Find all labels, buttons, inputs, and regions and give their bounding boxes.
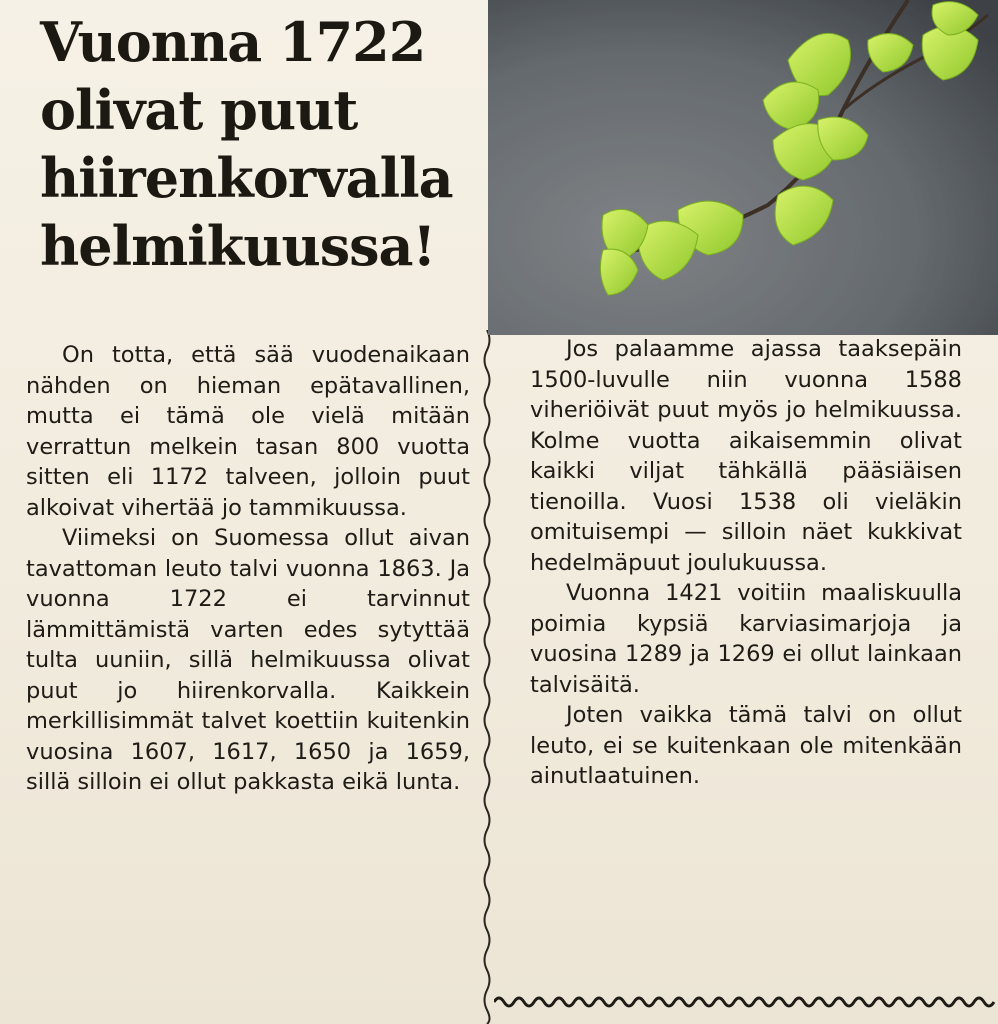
bottom-wavy-border [494, 992, 998, 1012]
headline-line-3: hiirenkorvalla [40, 146, 453, 210]
left-paragraph-1-text: On totta, että sää vuodenaikaan nähden on hieman epätavallinen, mutta ei tämä ole vielä mitään verrattun melkein tasan 800 vuotta sitten eli 1172 talveen, jolloin puut alkoivat vihertää jo tammikuussa. [26, 342, 470, 521]
headline-line-1: Vuonna 1722 [40, 10, 426, 74]
left-paragraph-2-text: Viimeksi on Suomessa ollut aivan tavattoman leuto talvi vuonna 1863. Ja vuonna 1722 ei tarvinnut lämmittämistä varten edes sytyttää tulta uuniin, sillä helmikuussa olivat puut jo hiirenkorvalla. Kaikkein merkillisimmät talvet koettiin kuitenkin vuosina 1607, 1617, 1650 ja 1659, sillä silloin ei ollut pakkasta eikä lunta. [26, 525, 470, 795]
left-paragraph-1 [26, 340, 470, 523]
right-paragraph-2-text: Vuonna 1421 voitiin maaliskuulla poimia kypsiä karviasimarjoja ja vuosina 1289 ja 1269 ei ollut lainkaan talvisäitä. [530, 580, 962, 698]
right-column-body [530, 334, 962, 792]
right-paragraph-1-text: Jos palaamme ajassa taaksepäin 1500-luvulle niin vuonna 1588 viheriöivät puut myös jo helmikuussa. Kolme vuotta aikaisemmin olivat kaikki viljat tähkällä pääsiäisen tienoilla. Vuosi 1538 oli vieläkin omituisempi — silloin näet kukkivat hedelmäpuut joulukuussa. [530, 336, 962, 576]
left-column [0, 0, 488, 1024]
left-column-body [26, 340, 470, 798]
birch-leaf-icon [488, 0, 998, 335]
right-paragraph-2 [530, 578, 962, 700]
right-paragraph-3-text: Joten vaikka tämä talvi on ollut leuto, ei se kuitenkaan ole mitenkään ainutlaatuinen. [530, 702, 962, 789]
column-divider-wavy-line [480, 330, 494, 1024]
headline-line-2: olivat puut [40, 78, 358, 142]
left-paragraph-2 [26, 523, 470, 798]
right-paragraph-1 [530, 334, 962, 578]
right-paragraph-3 [530, 700, 962, 792]
headline [40, 8, 480, 280]
headline-line-4: helmikuussa! [40, 214, 436, 278]
birch-branch-photo [488, 0, 998, 335]
